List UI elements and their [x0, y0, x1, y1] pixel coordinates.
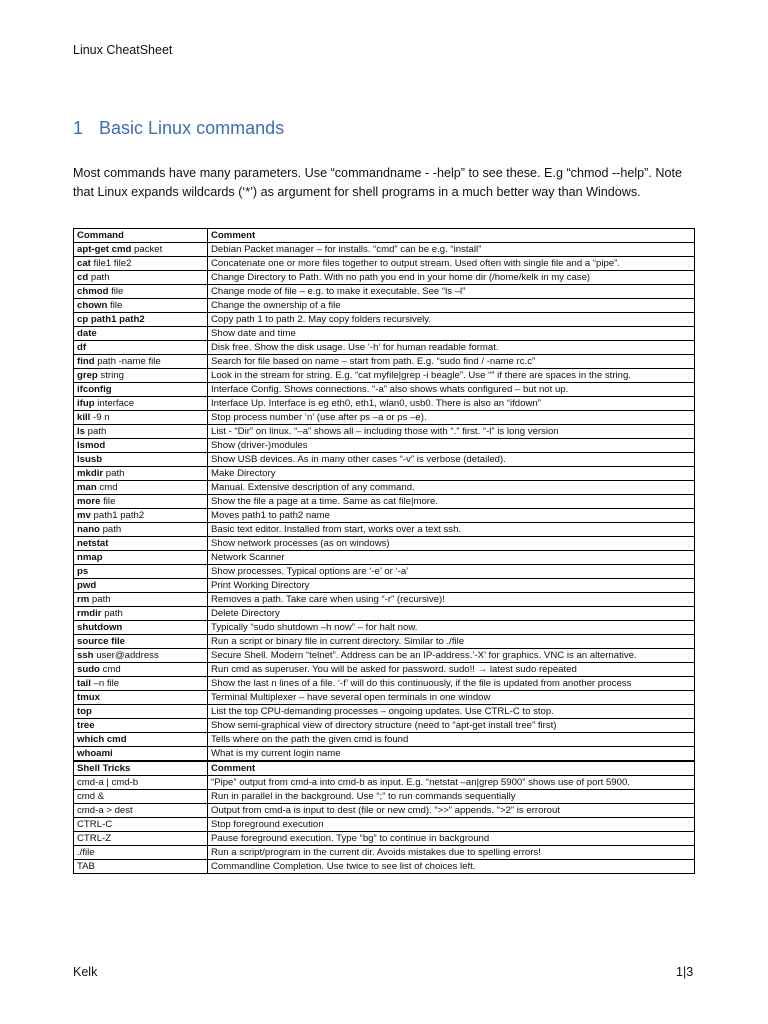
command-row: [74, 607, 695, 621]
shell-tricks-header-row: [74, 761, 695, 776]
command-row: [74, 593, 695, 607]
page-header-title: Linux CheatSheet: [73, 43, 173, 57]
command-name: whoami: [77, 748, 113, 759]
command-name: df: [77, 342, 87, 353]
command-name: top: [77, 706, 92, 717]
command-args: path: [99, 524, 122, 535]
command-args: path: [103, 468, 125, 479]
command-name: chmod: [77, 286, 109, 297]
command-row: [74, 257, 695, 271]
shell-trick-cell: cmd-a > dest: [74, 804, 208, 818]
shell-trick-row: [74, 804, 695, 818]
command-cell: [74, 355, 208, 369]
comment-cell: Typically “sudo shutdown –h now” – for halt now.: [208, 621, 695, 635]
command-name: ps: [77, 566, 89, 577]
command-row: [74, 691, 695, 705]
command-args: user@address: [93, 650, 159, 661]
comment-cell: Show network processes (as on windows): [208, 537, 695, 551]
comment-cell: Change Directory to Path. With no path you end in your home dir (/home/kelk in my case): [208, 271, 695, 285]
command-args: path: [85, 426, 107, 437]
command-name: cd: [77, 272, 89, 283]
command-row: [74, 733, 695, 747]
comment-cell: Concatenate one or more files together to output stream. Used often with single file and a “pipe”.: [208, 257, 695, 271]
comment-cell: Output from cmd-a is input to dest (file or new cmd). “>>” appends. “>2” is errorout: [208, 804, 695, 818]
command-row: [74, 649, 695, 663]
command-cell: [74, 341, 208, 355]
command-name: kill: [77, 412, 91, 423]
command-name: grep: [77, 370, 98, 381]
command-cell: [74, 635, 208, 649]
comment-cell: Look in the stream for string. E.g. “cat myfile|grep -i beagle”. Use “” if there are spaces in the string.: [208, 369, 695, 383]
command-name: mkdir: [77, 468, 104, 479]
command-row: [74, 579, 695, 593]
command-cell: [74, 747, 208, 762]
command-cell: [74, 705, 208, 719]
command-name: netstat: [77, 538, 109, 549]
command-args: interface: [94, 398, 135, 409]
comment-cell: Show (driver-)modules: [208, 439, 695, 453]
section-title: Basic Linux commands: [99, 118, 285, 138]
comment-cell: Stop process number ‘n’ (use after ps –a or ps –e).: [208, 411, 695, 425]
comment-cell: Disk free. Show the disk usage. Use ‘-h’ for human readable format.: [208, 341, 695, 355]
command-args: -9 n: [90, 412, 110, 423]
command-row: [74, 425, 695, 439]
shell-trick-cell: ./file: [74, 846, 208, 860]
command-row: [74, 621, 695, 635]
shell-trick-cell: cmd &: [74, 790, 208, 804]
command-row: [74, 243, 695, 257]
command-row: [74, 537, 695, 551]
command-row: [74, 383, 695, 397]
command-args: file: [108, 286, 124, 297]
command-args: path1 path2: [90, 510, 145, 521]
command-row: [74, 565, 695, 579]
footer-author: Kelk: [73, 965, 98, 979]
comment-cell: Stop foreground execution: [208, 818, 695, 832]
command-row: [74, 453, 695, 467]
command-row: [74, 523, 695, 537]
comment-cell: Pause foreground execution. Type “bg” to continue in background: [208, 832, 695, 846]
shell-trick-cell: CTRL-Z: [74, 832, 208, 846]
shell-trick-row: [74, 790, 695, 804]
cheatsheet-table-body: [74, 229, 695, 874]
command-name: date: [77, 328, 97, 339]
command-row: [74, 369, 695, 383]
comment-cell: List the top CPU-demanding processes – ongoing updates. Use CTRL-C to stop.: [208, 705, 695, 719]
command-args: string: [97, 370, 124, 381]
command-row: [74, 747, 695, 762]
command-cell: [74, 425, 208, 439]
section-number: 1: [73, 118, 84, 138]
command-args: file1 file2: [90, 258, 132, 269]
command-cell: [74, 691, 208, 705]
shell-trick-row: [74, 818, 695, 832]
command-name: ifup: [77, 398, 95, 409]
command-cell: [74, 607, 208, 621]
command-cell: [74, 439, 208, 453]
command-cell: [74, 369, 208, 383]
comment-cell: “Pipe” output from cmd-a into cmd-b as input. E.g. “netstat –an|grep 5900” shows use of port 5900.: [208, 776, 695, 790]
command-cell: [74, 593, 208, 607]
comment-cell: Show semi-graphical view of directory structure (need to “apt-get install tree” first): [208, 719, 695, 733]
shell-trick-row: [74, 832, 695, 846]
comment-cell: Moves path1 to path2 name: [208, 509, 695, 523]
command-name: cp path1 path2: [77, 314, 145, 325]
command-row: [74, 313, 695, 327]
command-args: path -name file: [94, 356, 161, 367]
command-name: tmux: [77, 692, 100, 703]
command-cell: [74, 411, 208, 425]
command-args: path: [89, 594, 111, 605]
command-cell: [74, 271, 208, 285]
comment-cell: Show USB devices. As in many other cases “-v” is verbose (detailed).: [208, 453, 695, 467]
command-args: file: [107, 300, 123, 311]
command-cell: [74, 383, 208, 397]
command-name: apt-get cmd: [77, 244, 132, 255]
command-cell: [74, 327, 208, 341]
command-args: cmd: [99, 664, 121, 675]
shell-trick-cell: CTRL-C: [74, 818, 208, 832]
command-cell: [74, 509, 208, 523]
command-row: [74, 495, 695, 509]
comment-cell: Run a script or binary file in current directory. Similar to ./file: [208, 635, 695, 649]
comment-cell: Run a script/program in the current dir. Avoids mistakes due to spelling errors!: [208, 846, 695, 860]
command-cell: [74, 523, 208, 537]
command-name: chown: [77, 300, 108, 311]
command-row: [74, 411, 695, 425]
comment-cell: Secure Shell. Modern “telnet”. Address can be an IP-address.’-X’ for graphics. VNC is an alternative.: [208, 649, 695, 663]
command-name: more: [77, 496, 101, 507]
command-cell: [74, 621, 208, 635]
command-row: [74, 719, 695, 733]
command-name: man: [77, 482, 97, 493]
command-name: which cmd: [77, 734, 127, 745]
shell-trick-row: [74, 776, 695, 790]
command-row: [74, 677, 695, 691]
command-args: –n file: [90, 678, 120, 689]
command-name: pwd: [77, 580, 97, 591]
shell-trick-row: [74, 846, 695, 860]
comment-cell: Terminal Multiplexer – have several open terminals in one window: [208, 691, 695, 705]
comment-cell: Copy path 1 to path 2. May copy folders recursively.: [208, 313, 695, 327]
command-cell: [74, 397, 208, 411]
command-args: file: [100, 496, 116, 507]
footer-page-number: 1|3: [676, 965, 694, 979]
command-row: [74, 341, 695, 355]
comment-cell: Manual. Extensive description of any command.: [208, 481, 695, 495]
command-cell: [74, 551, 208, 565]
command-row: [74, 285, 695, 299]
command-cell: [74, 285, 208, 299]
command-row: [74, 397, 695, 411]
command-row: [74, 439, 695, 453]
command-row: [74, 327, 695, 341]
comment-cell: List - “Dir” on linux. “–a” shows all – including those with “.” first. “-l” is long version: [208, 425, 695, 439]
comment-cell: What is my current login name: [208, 747, 695, 762]
command-row: [74, 481, 695, 495]
command-row: [74, 635, 695, 649]
command-args: packet: [131, 244, 163, 255]
command-name: lsmod: [77, 440, 106, 451]
shell-trick-cell: TAB: [74, 860, 208, 874]
comment-column-header: Comment: [208, 761, 695, 776]
command-cell: [74, 677, 208, 691]
comment-cell: Change the ownership of a file: [208, 299, 695, 313]
comment-cell: Debian Packet manager – for installs. “cmd” can be e.g. “install”: [208, 243, 695, 257]
comment-cell: Run cmd as superuser. You will be asked for password. sudo!! → latest sudo repeated: [208, 663, 695, 677]
comment-cell: Search for file based on name – start from path. E.g. “sudo find / -name rc.c”: [208, 355, 695, 369]
command-name: tree: [77, 720, 95, 731]
command-name: sudo: [77, 664, 100, 675]
command-column-header: Command: [74, 229, 208, 243]
command-name: ls: [77, 426, 86, 437]
command-row: [74, 663, 695, 677]
comment-cell: Network Scanner: [208, 551, 695, 565]
command-cell: [74, 719, 208, 733]
comment-cell: Interface Up. Interface is eg eth0, eth1, wlan0, usb0. There is also an “ifdown”: [208, 397, 695, 411]
command-args: cmd: [96, 482, 118, 493]
command-cell: [74, 243, 208, 257]
command-row: [74, 467, 695, 481]
command-cell: [74, 733, 208, 747]
comment-cell: Run in parallel in the background. Use “;” to run commands sequentially: [208, 790, 695, 804]
comment-column-header: Comment: [208, 229, 695, 243]
command-cell: [74, 495, 208, 509]
command-row: [74, 509, 695, 523]
intro-paragraph: Most commands have many parameters. Use “commandname - -help” to see these. E.g “chmod --help”. Note that Linux expands wildcards (‘*’) as argument for shell programs in a much better way than Windows.: [73, 166, 682, 199]
command-cell: [74, 537, 208, 551]
command-cell: [74, 579, 208, 593]
command-cell: [74, 565, 208, 579]
command-name: ifconfig: [77, 384, 112, 395]
cheatsheet-table: [73, 228, 695, 874]
command-row: [74, 299, 695, 313]
shell-trick-cell: cmd-a | cmd-b: [74, 776, 208, 790]
command-cell: [74, 299, 208, 313]
command-row: [74, 355, 695, 369]
shell-tricks-column-header: Shell Tricks: [74, 761, 208, 776]
comment-cell: Show the last n lines of a file. ‘-f’ will do this continuously, if the file is updated from another process: [208, 677, 695, 691]
section-heading: [73, 118, 284, 139]
comment-cell: Show the file a page at a time. Same as cat file|more.: [208, 495, 695, 509]
command-name: find: [77, 356, 95, 367]
comment-cell: Show date and time: [208, 327, 695, 341]
comment-cell: Removes a path. Take care when using “-r” (recursive)!: [208, 593, 695, 607]
comment-cell: Commandline Completion. Use twice to see list of choices left.: [208, 860, 695, 874]
command-name: rmdir: [77, 608, 102, 619]
command-cell: [74, 467, 208, 481]
command-name: tail: [77, 678, 91, 689]
comment-cell: Delete Directory: [208, 607, 695, 621]
command-row: [74, 271, 695, 285]
command-name: cat: [77, 258, 91, 269]
comment-cell: Show processes. Typical options are ‘-e’ or ‘-a’: [208, 565, 695, 579]
command-name: shutdown: [77, 622, 123, 633]
command-name: nano: [77, 524, 100, 535]
commands-header-row: [74, 229, 695, 243]
comment-cell: Make Directory: [208, 467, 695, 481]
command-name: source file: [77, 636, 125, 647]
command-cell: [74, 313, 208, 327]
command-cell: [74, 453, 208, 467]
command-name: mv: [77, 510, 91, 521]
command-name: lsusb: [77, 454, 103, 465]
comment-cell: Basic text editor. Installed from start, works over a text ssh.: [208, 523, 695, 537]
command-name: ssh: [77, 650, 94, 661]
command-args: path: [88, 272, 110, 283]
comment-cell: Print Working Directory: [208, 579, 695, 593]
command-cell: [74, 257, 208, 271]
command-row: [74, 551, 695, 565]
shell-trick-row: [74, 860, 695, 874]
comment-cell: Interface Config. Shows connections. “-a” also shows whats configured – but not up.: [208, 383, 695, 397]
command-row: [74, 705, 695, 719]
command-name: rm: [77, 594, 90, 605]
comment-cell: Change mode of file – e.g. to make it executable. See “ls –l”: [208, 285, 695, 299]
command-args: path: [101, 608, 123, 619]
command-cell: [74, 649, 208, 663]
command-cell: [74, 481, 208, 495]
comment-cell: Tells where on the path the given cmd is found: [208, 733, 695, 747]
command-cell: [74, 663, 208, 677]
command-name: nmap: [77, 552, 103, 563]
